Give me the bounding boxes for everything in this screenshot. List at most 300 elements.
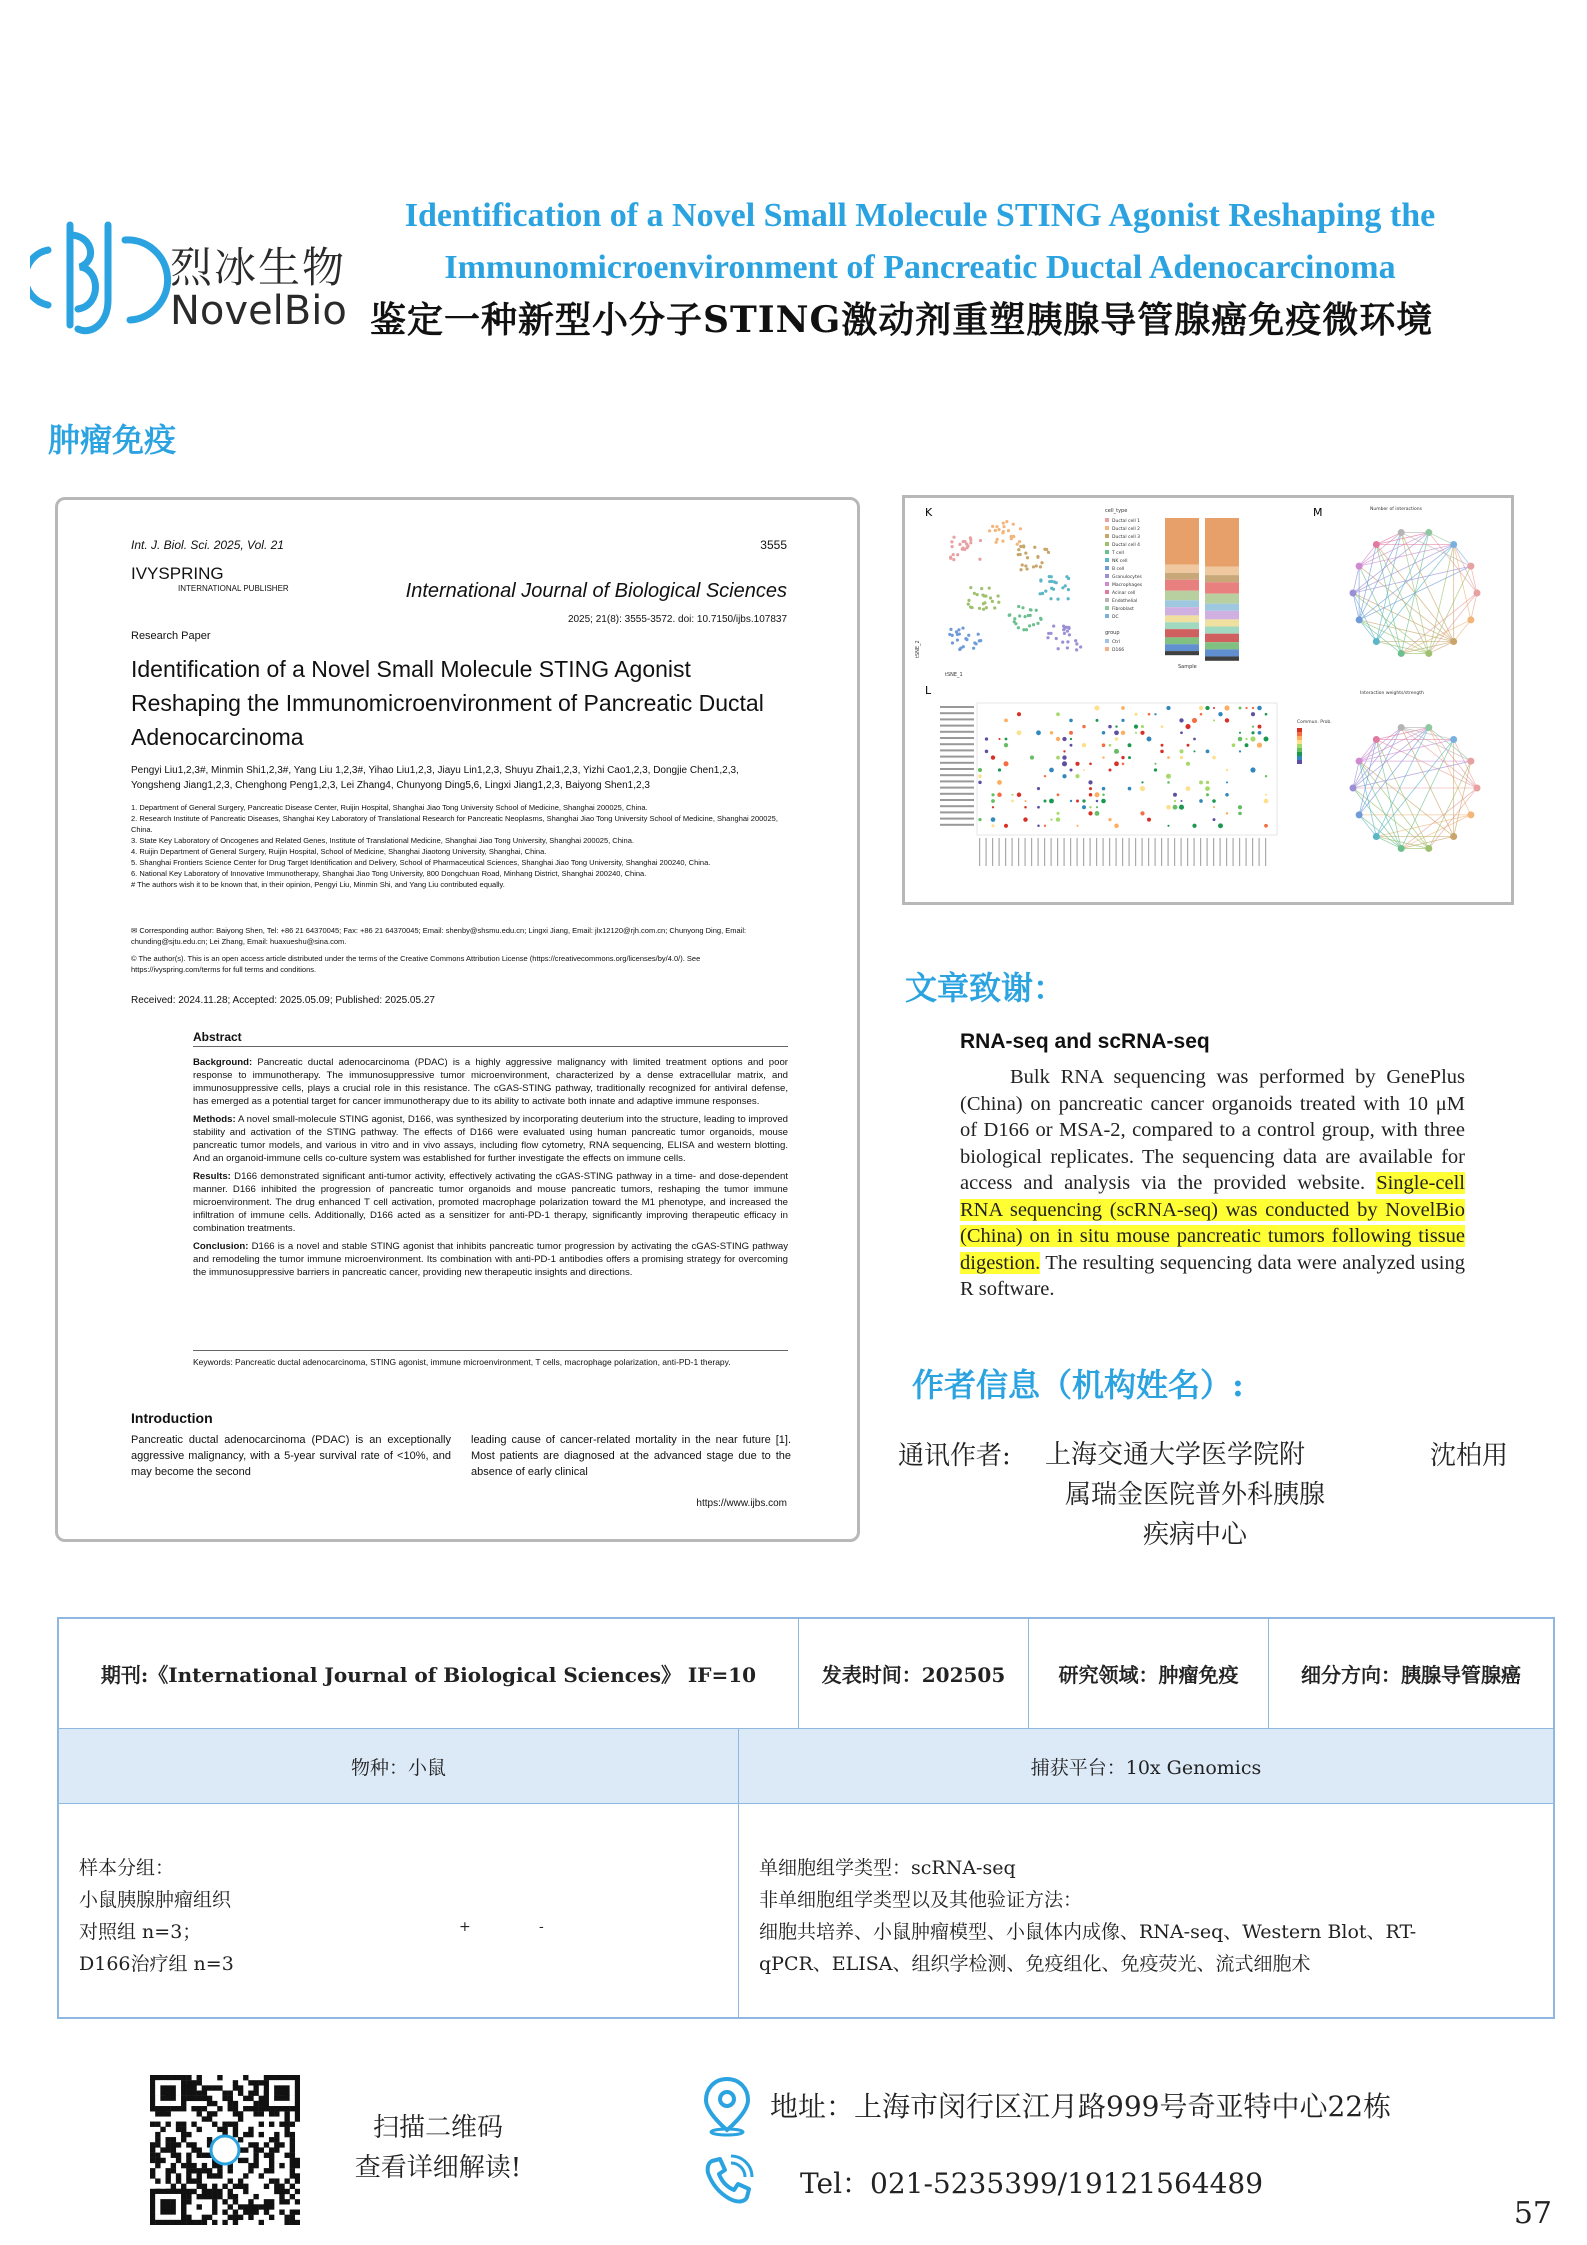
dot-plot-dot bbox=[1251, 731, 1254, 734]
dot-plot-dot bbox=[1226, 781, 1228, 783]
dot-plot-dot bbox=[1199, 799, 1203, 803]
samples-line: 对照组 n=3； bbox=[79, 1921, 202, 1943]
tsne-point bbox=[1023, 615, 1026, 618]
address-text: 地址：上海市闵行区江月路999号奇亚特中心22栋 bbox=[770, 2090, 1392, 2123]
logo-english-name: NovelBio bbox=[170, 288, 347, 334]
dot-plot-dot bbox=[1199, 780, 1203, 784]
dot-col-label bbox=[1226, 838, 1227, 866]
dot-plot-dot bbox=[1257, 706, 1262, 711]
dot-plot-dot bbox=[1102, 787, 1106, 791]
tsne-point bbox=[1019, 553, 1022, 556]
stacked-bar-segment bbox=[1205, 575, 1239, 582]
dot-col-label bbox=[1233, 838, 1234, 866]
title-line-2: Immunomicroenvironment of Pancreatic Ductal Adenocarcinoma bbox=[444, 249, 1396, 286]
network-edge bbox=[1359, 728, 1429, 762]
dot-plot-dot bbox=[1056, 712, 1060, 716]
stacked-bar-segment bbox=[1205, 582, 1239, 593]
network-node bbox=[1356, 563, 1363, 570]
dot-plot-dot bbox=[1094, 792, 1099, 797]
dot-plot-dot bbox=[1062, 737, 1066, 741]
affiliation-item: 1. Department of General Surgery, Pancreatic Disease Center, Ruijin Hospital, Shanghai Jiao Tong University School of Medicine, Shanghai 200025, China. bbox=[131, 803, 648, 812]
tsne-point bbox=[1067, 597, 1070, 600]
dot-plot-dot bbox=[997, 793, 1001, 797]
stacked-bar-segment bbox=[1165, 615, 1199, 622]
network-edge bbox=[1429, 728, 1471, 762]
minus-mark: - bbox=[539, 1919, 544, 1935]
tsne-point bbox=[958, 632, 961, 635]
institution-line: 上海交通大学医学院附 bbox=[1045, 1440, 1306, 1470]
dot-plot-dot bbox=[1023, 817, 1027, 821]
colorbar-segment bbox=[1297, 748, 1302, 752]
journal-name: International Journal of Biological Sciences bbox=[405, 580, 787, 602]
tsne-point bbox=[1039, 565, 1042, 568]
omics-line: 细胞共培养、小鼠肿瘤模型、小鼠体内成像、RNA-seq、Western Blot、RT- bbox=[759, 1921, 1417, 1943]
journal-url: https://www.ijbs.com bbox=[696, 1498, 787, 1509]
tsne-point bbox=[1066, 630, 1069, 633]
dot-plot-dot bbox=[1050, 731, 1053, 734]
tsne-point bbox=[974, 642, 977, 645]
tsne-point bbox=[995, 541, 998, 544]
ack-heading: 文章致谢： bbox=[905, 969, 1066, 1007]
tsne-point bbox=[1010, 537, 1013, 540]
dot-plot-dot bbox=[1056, 737, 1060, 741]
tsne-point bbox=[951, 641, 954, 644]
info-table bbox=[57, 1617, 1555, 2019]
stacked-bar-segment bbox=[1165, 600, 1199, 607]
legend-label: Endothelial bbox=[1112, 599, 1138, 604]
group-swatch bbox=[1105, 647, 1109, 651]
page-number: 57 bbox=[1513, 2196, 1552, 2231]
network-node bbox=[1398, 529, 1405, 536]
stacked-bar-segment bbox=[1165, 629, 1199, 637]
tsne-point bbox=[991, 600, 994, 603]
dot-col-label bbox=[1168, 838, 1169, 866]
pub-time-cell: 发表时间：202505 bbox=[799, 1619, 1029, 1729]
stacked-bar-segment bbox=[1205, 657, 1239, 661]
paper-title: Identification of a Novel Small Molecule STING Agonist Reshaping the Immunomicroenvironment of Pancreatic Ductal Adenocarcinoma bbox=[131, 656, 764, 750]
omics-line: 非单细胞组学类型以及其他验证方法： bbox=[759, 1889, 1083, 1911]
tsne-point bbox=[1055, 637, 1058, 640]
stacked-bar-segment bbox=[1205, 594, 1239, 604]
dot-col-label bbox=[1194, 838, 1195, 866]
dot-col-label bbox=[1213, 838, 1214, 866]
tsne-point bbox=[1007, 529, 1010, 532]
dot-plot-dot bbox=[1062, 761, 1067, 766]
network-node bbox=[1373, 541, 1380, 548]
publisher-logo: IVYSPRING bbox=[131, 564, 224, 583]
dot-plot-dot bbox=[1128, 756, 1131, 759]
dot-row-label bbox=[940, 756, 974, 758]
dot-plot-dot bbox=[1011, 794, 1013, 796]
dot-col-label bbox=[1012, 838, 1013, 866]
dot-col-label bbox=[1031, 838, 1032, 866]
dot-plot-dot bbox=[1239, 707, 1242, 710]
dot-plot-dot bbox=[1082, 805, 1086, 809]
tsne-point bbox=[976, 593, 979, 596]
tsne-point bbox=[978, 607, 981, 610]
tsne-point bbox=[1029, 608, 1032, 611]
dot-plot-dot bbox=[1257, 743, 1262, 748]
colorbar-segment bbox=[1297, 744, 1302, 748]
dot-plot-dot bbox=[1121, 719, 1124, 722]
tsne-point bbox=[962, 540, 965, 543]
dot-plot-dot bbox=[1218, 712, 1222, 716]
network-edge bbox=[1376, 740, 1428, 849]
tsne-point bbox=[979, 539, 982, 542]
tsne-point bbox=[972, 647, 975, 650]
network-node bbox=[1356, 811, 1363, 818]
dot-plot-dot bbox=[1199, 706, 1203, 710]
dot-plot-dot bbox=[1017, 730, 1022, 735]
network-node bbox=[1467, 811, 1474, 818]
dot-plot-dot bbox=[1147, 737, 1152, 742]
network-node bbox=[1474, 590, 1481, 597]
dot-plot-dot bbox=[1141, 781, 1143, 783]
network-node bbox=[1425, 650, 1432, 657]
network-edge bbox=[1429, 761, 1471, 848]
legend-label: Ductal cell 1 bbox=[1112, 519, 1141, 524]
dot-plot-dot bbox=[1167, 756, 1170, 759]
platform-cell: 捕获平台：10x Genomics bbox=[739, 1729, 1553, 1804]
dot-plot-dot bbox=[1250, 736, 1255, 741]
tsne-point bbox=[997, 528, 1000, 531]
legend-swatch bbox=[1105, 550, 1109, 554]
dot-plot-dot bbox=[991, 755, 995, 759]
legend-label: Acinar cell bbox=[1112, 591, 1136, 596]
dot-plot-dot bbox=[1140, 731, 1144, 735]
dot-plot-dot bbox=[1114, 761, 1119, 766]
dot-plot-dot bbox=[1121, 706, 1125, 710]
dot-plot-dot bbox=[1070, 744, 1073, 747]
dot-plot-dot bbox=[1186, 762, 1190, 766]
abstract-title: Abstract bbox=[193, 1030, 242, 1044]
tsne-point bbox=[1066, 646, 1069, 649]
dot-col-label bbox=[1220, 838, 1221, 866]
network-edge bbox=[1401, 740, 1453, 849]
network-node bbox=[1398, 724, 1405, 731]
abstract-rule bbox=[193, 1046, 788, 1047]
dot-col-label bbox=[1148, 838, 1149, 866]
paper-keywords: Keywords: Pancreatic ductal adenocarcinoma, STING agonist, immune microenvironment, T cells, macrophage polarization, anti-PD-1 therapy. bbox=[193, 1357, 731, 1367]
dot-plot-dot bbox=[1206, 793, 1209, 796]
dot-col-label bbox=[1077, 838, 1078, 866]
equal-contribution-note: # The authors wish it to be known that, in their opinion, Pengyi Liu, Minmin Shi, and Yang Liu contributed equally. bbox=[131, 880, 505, 889]
author-name: 沈柏用 bbox=[1430, 1441, 1509, 1471]
tsne-point bbox=[983, 601, 986, 604]
dot-plot-dot bbox=[1037, 787, 1040, 790]
tsne-point bbox=[988, 529, 991, 532]
stacked-bar-segment bbox=[1165, 644, 1199, 651]
dot-plot-dot bbox=[1252, 725, 1254, 727]
tsne-point bbox=[967, 603, 970, 606]
legend-label: Ductal cell 2 bbox=[1112, 527, 1141, 532]
dot-plot-dot bbox=[1070, 738, 1072, 740]
samples-line: 样本分组： bbox=[79, 1857, 175, 1879]
dot-plot-dot bbox=[1082, 725, 1085, 728]
stacked-bar-segment bbox=[1165, 651, 1199, 655]
affiliation-item: 5. Shanghai Frontiers Science Center for Drug Target Identification and Delivery, School of Pharmaceutical Sciences, Shanghai Jiao Tong University, Shanghai 200240, China. bbox=[131, 858, 711, 867]
network-node bbox=[1467, 563, 1474, 570]
tsne-point bbox=[1055, 581, 1058, 584]
dot-plot-dot bbox=[1245, 738, 1247, 740]
axis-y-label: tSNE_2 bbox=[915, 640, 921, 658]
dot-plot-dot bbox=[978, 781, 981, 784]
dot-plot-dot bbox=[1173, 805, 1178, 810]
tsne-point bbox=[1002, 530, 1005, 533]
dot-plot-dot bbox=[1102, 794, 1105, 797]
dot-plot-dot bbox=[1239, 750, 1241, 752]
dot-plot-dot bbox=[1224, 705, 1229, 710]
dot-plot-dot bbox=[1056, 817, 1060, 821]
abstract-conclusion: Conclusion: D166 is a novel and stable STING agonist that inhibits pancreatic tumor progression by activating the cGAS-STING pathway and remodeling the tumor immune microenvironment. Its combination with anti-PD-1 antibodies offers a promising strategy for overcoming the immunosuppressive barriers in pancreatic cancer, providing new therapeutic insights and directions. bbox=[193, 1241, 788, 1278]
dot-plot-dot bbox=[1109, 744, 1112, 747]
tsne-point bbox=[978, 558, 981, 561]
dot-plot-dot bbox=[1205, 706, 1209, 710]
tsne-point bbox=[980, 587, 983, 590]
qr-code-icon[interactable] bbox=[150, 2075, 300, 2225]
dot-plot-dot bbox=[1094, 705, 1099, 710]
tsne-point bbox=[1065, 575, 1068, 578]
tsne-point bbox=[1005, 520, 1008, 523]
network-node bbox=[1373, 736, 1380, 743]
phone-icon bbox=[700, 2153, 755, 2208]
legend-label: T cell bbox=[1112, 551, 1124, 556]
legend-label: Macrophages bbox=[1112, 583, 1143, 588]
tsne-point bbox=[1019, 545, 1022, 548]
tsne-point bbox=[949, 628, 952, 631]
paper-dates: Received: 2024.11.28; Accepted: 2025.05.09; Published: 2025.05.27 bbox=[131, 995, 435, 1006]
network-node bbox=[1425, 529, 1432, 536]
dot-row-label bbox=[940, 780, 974, 782]
tsne-point bbox=[1066, 640, 1069, 643]
affiliation-item: 2. Research Institute of Pancreatic Diseases, Shanghai Key Laboratory of Translational Research for Pancreatic Neoplasms, Shanghai Jiao Tong University School of Medicine, Shanghai 200025, China. bbox=[131, 814, 778, 834]
legend-swatch bbox=[1105, 558, 1109, 562]
ack-text-before: Bulk RNA sequencing was performed by GenePlus (China) on pancreatic cancer organoids treated with 10 μM of D166 or MSA-2, compared to a control group, with three biological replicates. The sequencing data are available for access and analysis via the provided website. bbox=[960, 1066, 1465, 1194]
dot-plot-dot bbox=[1076, 800, 1079, 803]
group-swatch bbox=[1105, 639, 1109, 643]
dot-row-label bbox=[940, 743, 974, 745]
network-edge bbox=[1376, 728, 1428, 837]
network-edge bbox=[1353, 728, 1429, 788]
dot-plot-dot bbox=[978, 774, 982, 778]
dot-col-label bbox=[1181, 838, 1182, 866]
group-legend-title: group bbox=[1105, 630, 1120, 636]
dot-plot-dot bbox=[1128, 787, 1132, 791]
tsne-point bbox=[1036, 556, 1039, 559]
network-node bbox=[1467, 758, 1474, 765]
dot-col-label bbox=[1155, 838, 1156, 866]
tsne-point bbox=[1061, 640, 1064, 643]
dot-col-label bbox=[979, 838, 980, 866]
field-cell: 研究领域：肿瘤免疫 bbox=[1029, 1619, 1269, 1729]
dot-plot-dot bbox=[1011, 800, 1014, 803]
dot-plot-dot bbox=[998, 768, 1001, 771]
network-node bbox=[1425, 845, 1432, 852]
tsne-point bbox=[1016, 543, 1019, 546]
dot-col-label bbox=[1246, 838, 1247, 866]
dot-plot-dot bbox=[1134, 713, 1137, 716]
dot-plot-dot bbox=[1245, 707, 1247, 709]
dot-plot-dot bbox=[1180, 800, 1182, 802]
panel-label-m: M bbox=[1313, 506, 1323, 519]
tsne-point bbox=[994, 529, 997, 532]
journal-page: 3555 bbox=[760, 538, 787, 552]
publisher-subtitle: INTERNATIONAL PUBLISHER bbox=[178, 584, 289, 593]
corresponding-text: ✉ Corresponding author: Baiyong Shen, Tel: +86 21 64370045; Fax: +86 21 64370045; Email: shenby@shsmu.edu.cn; Lingxi Jiang, Email: jlx12120@rjh.com.cn; Chunyong Ding, Email: chunding@sjtu.edu.cn; Lei Zhang, Email: huaxueshu@sina.com. bbox=[131, 926, 747, 946]
stacked-bar-segment bbox=[1205, 649, 1239, 656]
tsne-point bbox=[1063, 632, 1066, 635]
group-label: D166 bbox=[1112, 648, 1125, 653]
colorbar-segment bbox=[1297, 732, 1302, 736]
dot-plot-dot bbox=[1213, 719, 1215, 721]
tsne-point bbox=[1032, 623, 1035, 626]
dot-plot-dot bbox=[1062, 774, 1066, 778]
panel-label-l: L bbox=[925, 684, 932, 697]
stacked-bar-segment bbox=[1165, 591, 1199, 601]
tsne-point bbox=[969, 586, 972, 589]
tsne-point bbox=[965, 542, 968, 545]
dot-plot-dot bbox=[1192, 824, 1196, 828]
dot-plot-dot bbox=[1140, 786, 1145, 791]
dot-plot-dot bbox=[1057, 793, 1060, 796]
plus-mark: + bbox=[459, 1919, 471, 1935]
dot-col-label bbox=[992, 838, 993, 866]
scan-caption bbox=[348, 2108, 528, 2188]
dot-plot-dot bbox=[1037, 806, 1040, 809]
bar-group-label: Sample bbox=[1178, 664, 1197, 670]
legend-label: B cell bbox=[1112, 567, 1125, 572]
tsne-point bbox=[1052, 624, 1055, 627]
dot-plot-dot bbox=[1192, 718, 1197, 723]
dot-plot-dot bbox=[1049, 799, 1054, 804]
dot-plot-dot bbox=[1044, 800, 1047, 803]
dot-col-label bbox=[1174, 838, 1175, 866]
title-line-1: Identification of a Novel Small Molecule STING Agonist Reshaping the bbox=[404, 197, 1436, 234]
tsne-point bbox=[1008, 614, 1011, 617]
tsne-point bbox=[1039, 579, 1042, 582]
tsne-point bbox=[951, 545, 954, 548]
legend-label: NK cell bbox=[1112, 559, 1128, 564]
location-pin-icon bbox=[700, 2075, 755, 2137]
dot-plot-dot bbox=[1225, 718, 1229, 722]
dot-row-label bbox=[940, 793, 974, 795]
tsne-point bbox=[981, 593, 984, 596]
dot-row-label bbox=[940, 774, 974, 776]
dot-plot-dot bbox=[1161, 744, 1164, 747]
scan-line-1: 扫描二维码 bbox=[372, 2113, 503, 2143]
tsne-point bbox=[991, 525, 994, 528]
network-edge bbox=[1401, 728, 1471, 762]
dot-plot-dot bbox=[991, 793, 994, 796]
legend-swatch bbox=[1105, 590, 1109, 594]
tsne-point bbox=[1032, 565, 1035, 568]
dot-plot-dot bbox=[1096, 800, 1099, 803]
paper-authors: Pengyi Liu1,2,3#, Minmin Shi1,2,3#, Yang Liu 1,2,3#, Yihao Liu1,2,3, Jiayu Lin1,2,3, Shuyu Zhai1,2,3, Yizhi Cao1,2,3, Dongjie Chen1,2,3, Yongsheng Jiang1,2,3, Chenghong Peng1,2,3, Lei Zhang4, Chunyong Ding5,6, Lingxi Jiang1,2,3, Baiyong Shen1,2,3 bbox=[131, 765, 739, 791]
direction-cell: 细分方向：胰腺导管腺癌 bbox=[1269, 1619, 1553, 1729]
tsne-point bbox=[1035, 609, 1038, 612]
dot-plot-dot bbox=[1069, 768, 1072, 771]
network-edge bbox=[1359, 533, 1429, 567]
dot-row-label bbox=[940, 749, 974, 751]
legend-swatch bbox=[1105, 542, 1109, 546]
dot-plot-dot bbox=[1102, 756, 1104, 758]
dot-plot-dot bbox=[1173, 793, 1177, 797]
dot-row-label bbox=[940, 824, 974, 826]
dot-plot-dot bbox=[1180, 756, 1183, 759]
tsne-point bbox=[961, 626, 964, 629]
tsne-point bbox=[1079, 645, 1082, 648]
network-node bbox=[1398, 845, 1405, 852]
dot-plot-dot bbox=[1114, 730, 1119, 735]
dot-plot-dot bbox=[1147, 818, 1151, 822]
dot-plot-dot bbox=[978, 818, 981, 821]
ack-subheading: RNA-seq and scRNA-seq bbox=[960, 1030, 1210, 1053]
dot-plot-dot bbox=[1102, 731, 1106, 735]
intro-left-column: Pancreatic ductal adenocarcinoma (PDAC) is an exceptionally aggressive malignancy, with a 5-year survival rate of <10%, and may become the second bbox=[131, 1434, 451, 1478]
tsne-point bbox=[1022, 544, 1025, 547]
dot-col-label bbox=[1122, 838, 1123, 866]
dot-plot-dot bbox=[1245, 743, 1249, 747]
legend-label: Granulocytes bbox=[1112, 575, 1142, 580]
page-title-english bbox=[350, 190, 1490, 294]
dot-legend-title: Commun. Prob. bbox=[1297, 720, 1332, 725]
page-title-chinese: 鉴定一种新型小分子STING激动剂重塑胰腺导管腺癌免疫微环境 bbox=[370, 299, 1434, 341]
dot-plot-dot bbox=[978, 768, 982, 772]
dot-plot-dot bbox=[1049, 768, 1054, 773]
tsne-point bbox=[965, 546, 968, 549]
dot-col-label bbox=[1083, 838, 1084, 866]
tsne-point bbox=[997, 601, 1000, 604]
dot-plot-dot bbox=[1089, 793, 1093, 797]
institution-line: 属瑞金医院普外科胰腺 bbox=[1064, 1480, 1325, 1510]
dot-row-label bbox=[940, 706, 974, 708]
dot-plot-dot bbox=[1232, 743, 1236, 747]
dot-plot-dot bbox=[1213, 806, 1215, 808]
tsne-point bbox=[1062, 624, 1065, 627]
colorbar-segment bbox=[1297, 756, 1302, 760]
tsne-point bbox=[1052, 588, 1055, 591]
license-text: © The author(s). This is an open access article distributed under the terms of the Creative Commons Attribution License (https://creativecommons.org/licenses/by/4.0/). See https://ivyspring.com/terms for full terms and conditions. bbox=[131, 954, 701, 974]
dot-plot-dot bbox=[1122, 763, 1125, 766]
tsne-point bbox=[949, 557, 952, 560]
tsne-point bbox=[985, 606, 988, 609]
tsne-point bbox=[969, 538, 972, 541]
dot-plot-dot bbox=[1096, 719, 1099, 722]
paper-first-page bbox=[55, 497, 860, 1542]
dot-plot-dot bbox=[1225, 793, 1229, 797]
tsne-point bbox=[952, 536, 955, 539]
logo-chinese-name: 烈冰生物 bbox=[170, 243, 347, 292]
tsne-point bbox=[1017, 548, 1020, 551]
stacked-bar-segment bbox=[1165, 637, 1199, 644]
network-node bbox=[1474, 785, 1481, 792]
legend-swatch bbox=[1105, 614, 1109, 618]
tsne-point bbox=[955, 630, 958, 633]
tsne-point bbox=[969, 541, 972, 544]
dot-plot-dot bbox=[1057, 812, 1060, 815]
dot-plot-dot bbox=[985, 750, 988, 753]
tsne-point bbox=[1018, 614, 1021, 617]
tsne-point bbox=[952, 558, 955, 561]
dot-plot-dot bbox=[1264, 824, 1268, 828]
network-edge bbox=[1376, 533, 1428, 642]
tsne-point bbox=[1075, 642, 1078, 645]
dot-plot-dot bbox=[1180, 749, 1184, 753]
institution-line: 疾病中心 bbox=[1142, 1520, 1247, 1550]
tsne-point bbox=[1057, 647, 1060, 650]
dot-plot-dot bbox=[1265, 775, 1267, 777]
network-node bbox=[1450, 833, 1457, 840]
